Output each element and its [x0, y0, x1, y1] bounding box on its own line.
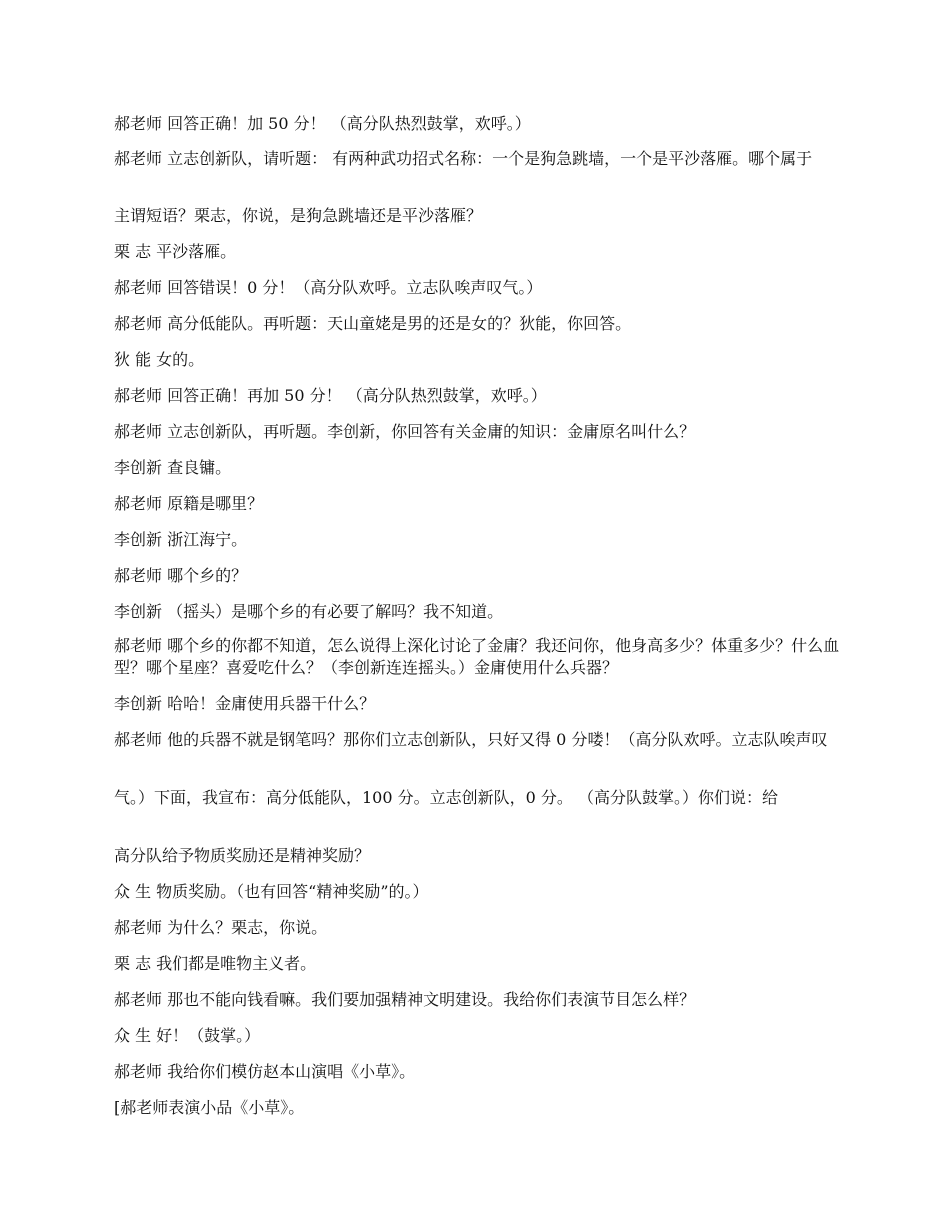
- text-line: 郝老师 哪个乡的？: [114, 566, 248, 585]
- text-line: 郝老师 回答正确！加 50 分！ （高分队热烈鼓掌，欢呼。）: [114, 114, 531, 133]
- text-line: 郝老师 他的兵器不就是钢笔吗？那你们立志创新队，只好又得 0 分喽！（高分队欢呼。立志队唉声叹: [114, 730, 828, 749]
- text-line: 气。）下面，我宣布：高分低能队，100 分。立志创新队，0 分。 （高分队鼓掌。）你们说：给: [114, 788, 778, 807]
- text-line: 郝老师 高分低能队。再听题：天山童姥是男的还是女的？狄能，你回答。: [114, 314, 632, 333]
- text-line: 郝老师 回答正确！再加 50 分！ （高分队热烈鼓掌，欢呼。）: [114, 386, 547, 405]
- text-line: 郝老师 原籍是哪里？: [114, 494, 264, 513]
- text-line: 高分队给予物质奖励还是精神奖励？: [114, 846, 371, 865]
- text-line: 李创新 哈哈！金庸使用兵器干什么？: [114, 694, 376, 713]
- text-line: 李创新 浙江海宁。: [114, 530, 248, 549]
- text-line: 主谓短语？栗志，你说，是狗急跳墙还是平沙落雁？: [114, 206, 483, 225]
- text-line: 郝老师 为什么？栗志，你说。: [114, 918, 328, 937]
- text-line: 郝老师 回答错误！0 分！（高分队欢呼。立志队唉声叹气。）: [114, 278, 543, 297]
- text-line: 郝老师 我给你们模仿赵本山演唱《小草》。: [114, 1062, 416, 1081]
- text-line: 郝老师 立志创新队，再听题。李创新，你回答有关金庸的知识：金庸原名叫什么？: [114, 422, 696, 441]
- text-line: 众 生 好！（鼓掌。）: [114, 1026, 261, 1045]
- text-line: 李创新 （摇头）是哪个乡的有必要了解吗？我不知道。: [114, 602, 504, 621]
- text-line: 郝老师 立志创新队，请听题： 有两种武功招式名称：一个是狗急跳墙，一个是平沙落雁。哪个属于: [114, 149, 813, 168]
- text-line: 众 生 物质奖励。（也有回答“精神奖励”的。）: [114, 882, 429, 901]
- text-line: [郝老师表演小品《小草》。: [114, 1098, 305, 1117]
- text-line: 栗 志 我们都是唯物主义者。: [114, 954, 317, 973]
- text-line: 李创新 查良镛。: [114, 458, 232, 477]
- text-line: 狄 能 女的。: [114, 350, 205, 369]
- text-line: 郝老师 那也不能向钱看嘛。我们要加强精神文明建设。我给你们表演节目怎么样？: [114, 990, 696, 1009]
- text-line: 郝老师 哪个乡的你都不知道，怎么说得上深化讨论了金庸？我还问你，他身高多少？体重多少？什么血型？哪个星座？喜爱吃什么？（李创新连连摇头。）金庸使用什么兵器？: [114, 636, 840, 677]
- text-line: 栗 志 平沙落雁。: [114, 242, 237, 261]
